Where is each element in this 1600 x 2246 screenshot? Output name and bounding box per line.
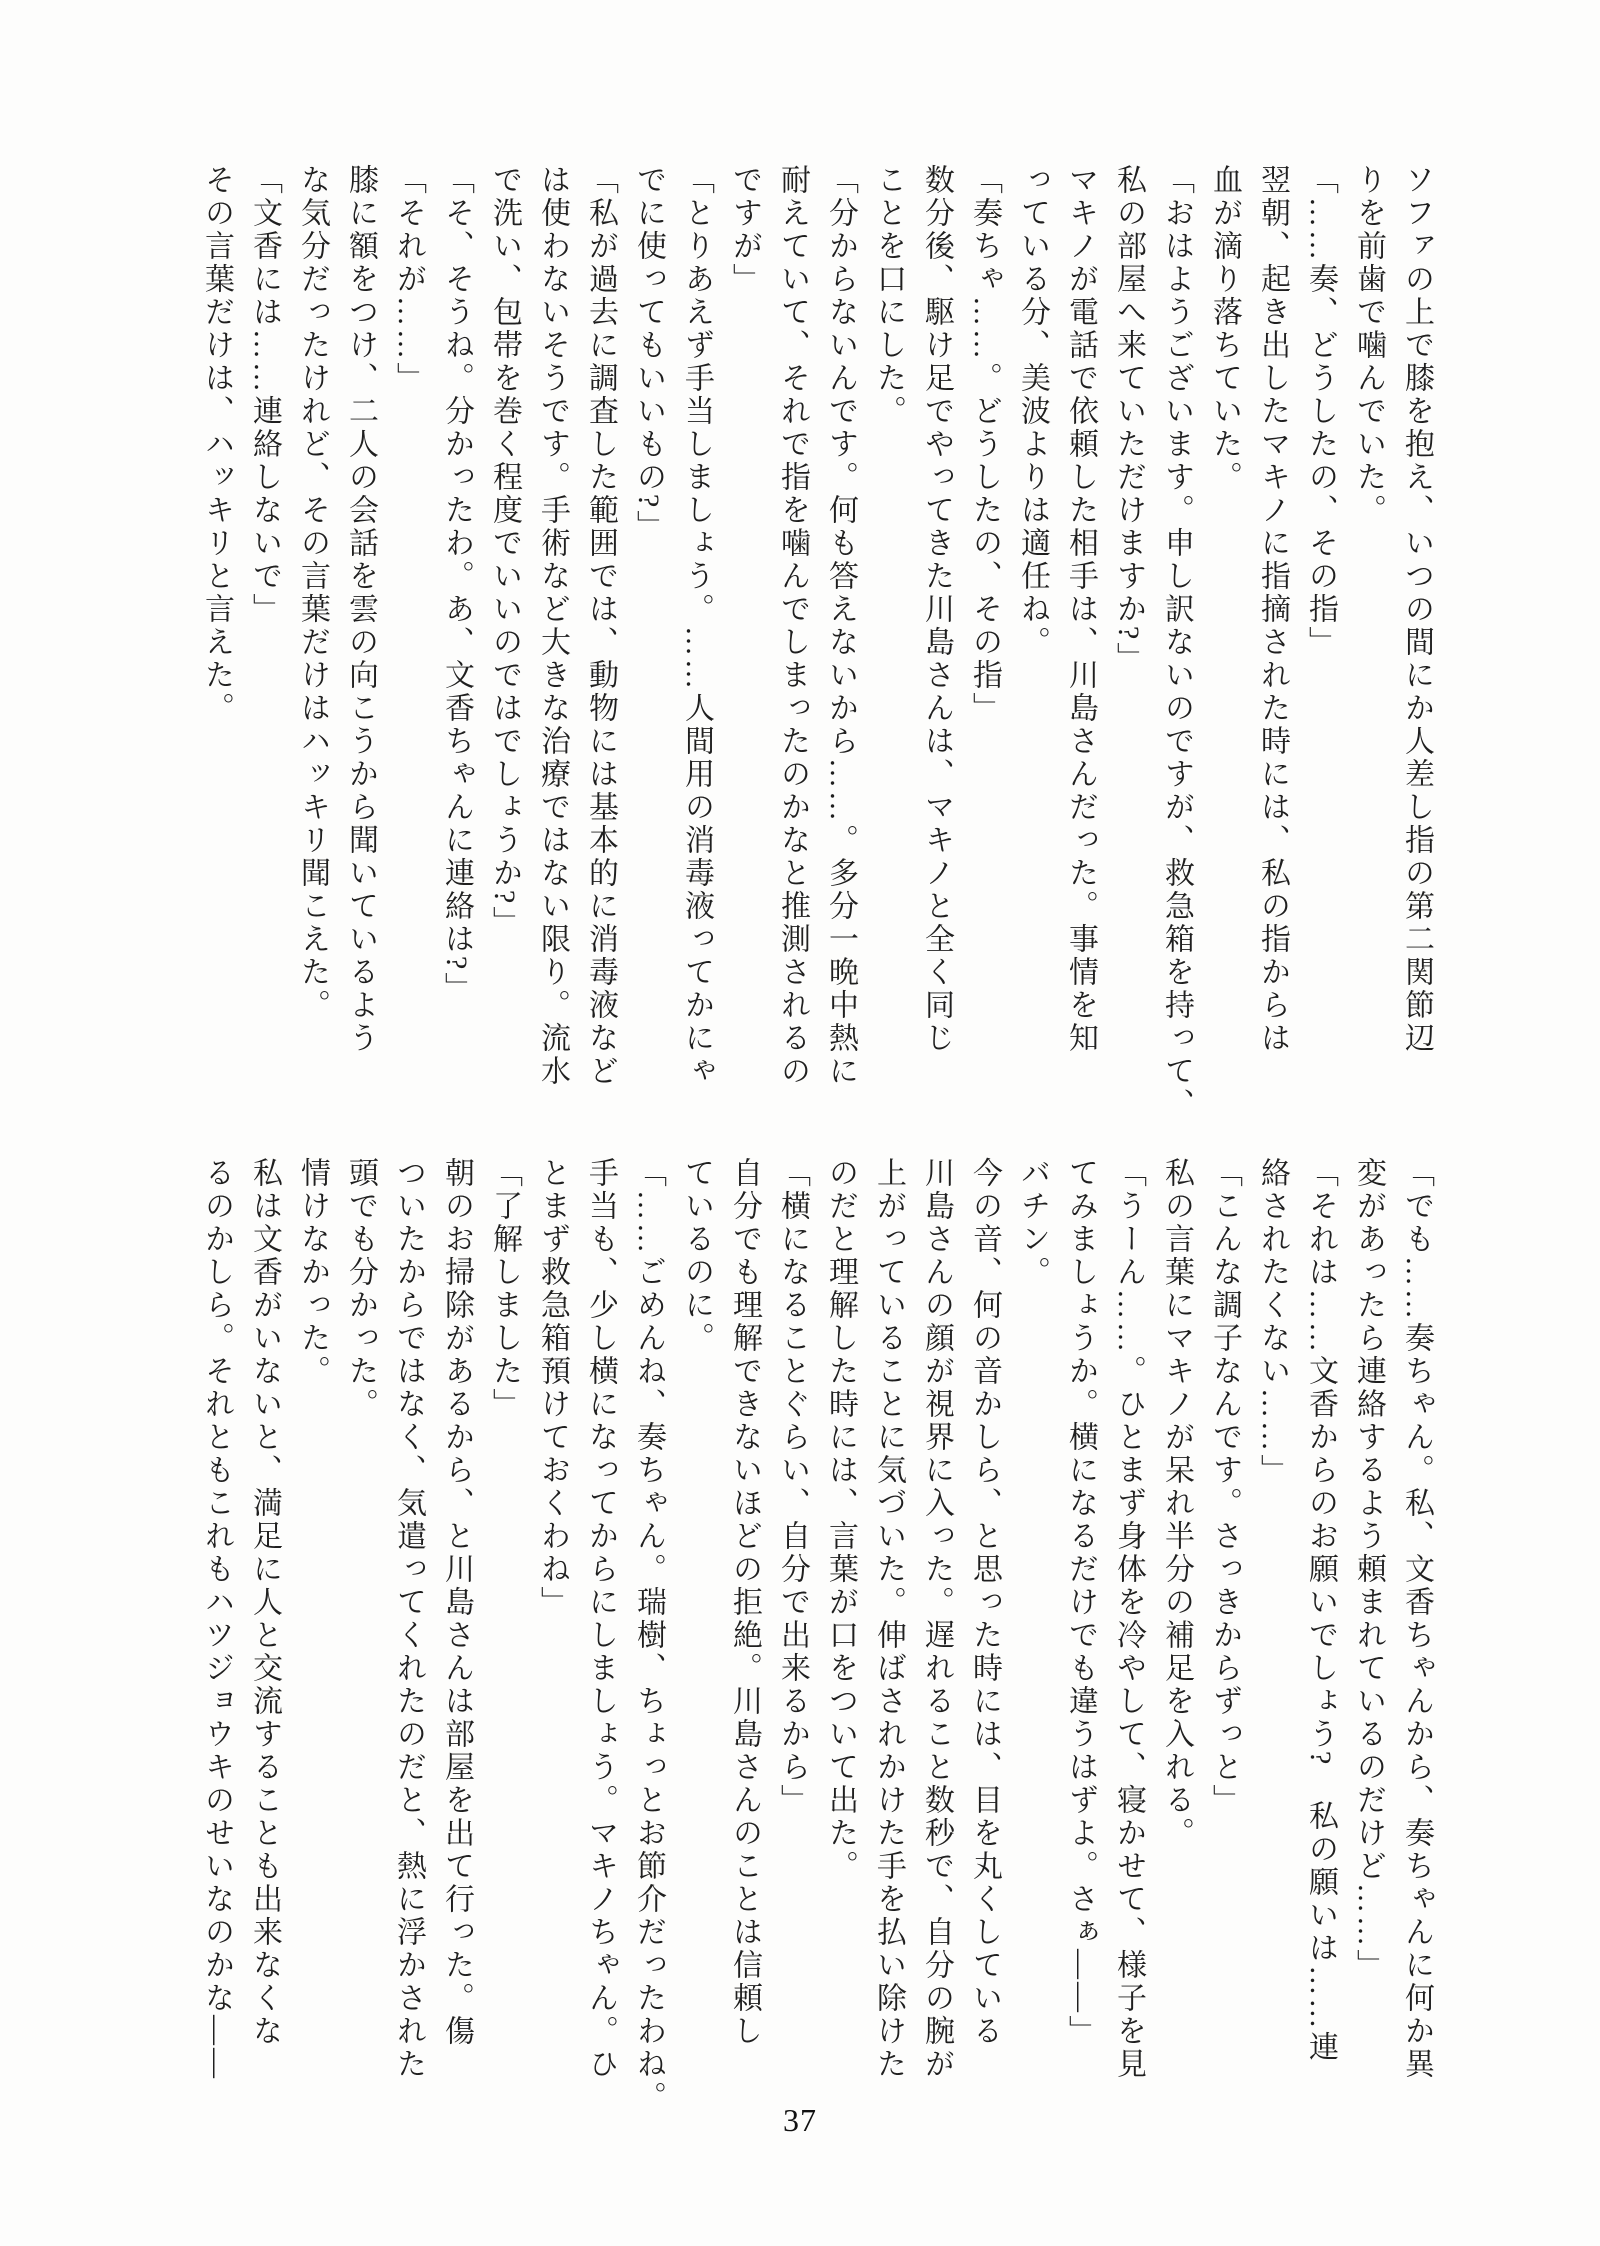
- text-column: 「私が過去に調査した範囲では、動物には基本的に消毒液など: [584, 164, 617, 1088]
- text-column: てみましょうか。横になるだけでも違うはずよ。さぁ――」: [1064, 1157, 1097, 2048]
- text-column: 翌朝、起き出したマキノに指摘された時には、私の指からは: [1256, 164, 1289, 1055]
- text-column: 頭でも分かった。: [344, 1157, 377, 1421]
- text-column: 「文香には……連絡しないで」: [248, 164, 281, 626]
- text-column: でに使ってもいいもの?」: [632, 164, 665, 544]
- text-column: 変があったら連絡するよう頼まれているのだけど……」: [1352, 1157, 1385, 1982]
- text-column: りを前歯で噛んでいた。: [1352, 164, 1385, 527]
- text-column: 数分後、駆け足でやってきた川島さんは、マキノと全く同じ: [920, 164, 953, 1055]
- text-column: 「うーん……。ひとまず身体を冷やして、寝かせて、様子を見: [1112, 1157, 1145, 2081]
- text-column: 私の部屋へ来ていただけますか?」: [1112, 164, 1145, 676]
- text-column: 上がっていることに気づいた。伸ばされかけた手を払い除けた: [872, 1157, 905, 2081]
- text-column: 川島さんの顔が視界に入った。遅れること数秒で、自分の腕が: [920, 1157, 953, 2081]
- text-column: っている分、美波よりは適任ね。: [1016, 164, 1049, 659]
- text-column: 今の音、何の音かしら、と思った時には、目を丸くしている: [968, 1157, 1001, 2048]
- text-column: のだと理解した時には、言葉が口をついて出た。: [824, 1157, 857, 1883]
- text-column: 「こんな調子なんです。さっきからずっと」: [1208, 1157, 1241, 1817]
- text-column: とまず救急箱預けておくわね」: [536, 1157, 569, 1619]
- text-column: 「……ごめんね、奏ちゃん。瑞樹、ちょっとお節介だったわね。: [632, 1157, 665, 2114]
- text-column: な気分だったけれど、その言葉だけはハッキリ聞こえた。: [296, 164, 329, 1022]
- text-column: 「それが……」: [392, 164, 425, 395]
- text-column: ているのに。: [680, 1157, 713, 1355]
- top-text-block: [192, 164, 1440, 1121]
- text-column: 「奏ちゃ……。どうしたの、その指」: [968, 164, 1001, 725]
- text-column: 「それは……文香からのお願いでしょう? 私の願いは……連: [1304, 1157, 1337, 2065]
- text-column: 絡されたくない……」: [1256, 1157, 1289, 1487]
- text-column: 「分からないんです。何も答えないから……。多分一晩中熱に: [824, 164, 857, 1088]
- text-column: 「横になることぐらい、自分で出来るから」: [776, 1157, 809, 1817]
- text-column: ことを口にした。: [872, 164, 905, 428]
- text-column: ですが」: [728, 164, 761, 296]
- text-column: 「でも……奏ちゃん。私、文香ちゃんから、奏ちゃんに何か異: [1400, 1157, 1433, 2081]
- text-column: 朝のお掃除があるから、と川島さんは部屋を出て行った。傷: [440, 1157, 473, 2048]
- text-column: 膝に額をつけ、二人の会話を雲の向こうから聞いているよう: [344, 164, 377, 1055]
- text-column: 「了解しました」: [488, 1157, 521, 1421]
- bottom-text-block: [192, 1157, 1440, 2114]
- text-column: 血が滴り落ちていた。: [1208, 164, 1241, 494]
- text-column: で洗い、包帯を巻く程度でいいのではでしょうか?」: [488, 164, 521, 940]
- text-column: その言葉だけは、ハッキリと言えた。: [200, 164, 233, 725]
- text-column: 「……奏、どうしたの、その指」: [1304, 164, 1337, 659]
- text-column: 手当も、少し横になってからにしましょう。マキノちゃん。ひ: [584, 1157, 617, 2081]
- text-column: 耐えていて、それで指を噛んでしまったのかなと推測されるの: [776, 164, 809, 1088]
- text-column: 「おはようございます。申し訳ないのですが、救急箱を持って、: [1160, 164, 1193, 1121]
- text-column: 情けなかった。: [296, 1157, 329, 1388]
- text-column: 自分でも理解できないほどの拒絶。川島さんのことは信頼し: [728, 1157, 761, 2048]
- text-column: 「そ、そうね。分かったわ。あ、文香ちゃんに連絡は?」: [440, 164, 473, 1006]
- text-column: ついたからではなく、気遣ってくれたのだと、熱に浮かされた: [392, 1157, 425, 2081]
- text-column: マキノが電話で依頼した相手は、川島さんだった。事情を知: [1064, 164, 1097, 1055]
- text-column: 「とりあえず手当しましょう。……人間用の消毒液ってかにゃ: [680, 164, 713, 1088]
- text-column: 私の言葉にマキノが呆れ半分の補足を入れる。: [1160, 1157, 1193, 1850]
- text-column: ソファの上で膝を抱え、いつの間にか人差し指の第二関節辺: [1400, 164, 1433, 1055]
- text-column: るのかしら。それともこれもハツジョウキのせいなのかな――: [200, 1157, 233, 2081]
- text-column: 私は文香がいないと、満足に人と交流することも出来なくな: [248, 1157, 281, 2048]
- page-number: 37: [783, 2102, 817, 2138]
- text-column: は使わないそうです。手術など大きな治療ではない限り。流水: [536, 164, 569, 1088]
- text-column: バチン。: [1016, 1157, 1049, 1289]
